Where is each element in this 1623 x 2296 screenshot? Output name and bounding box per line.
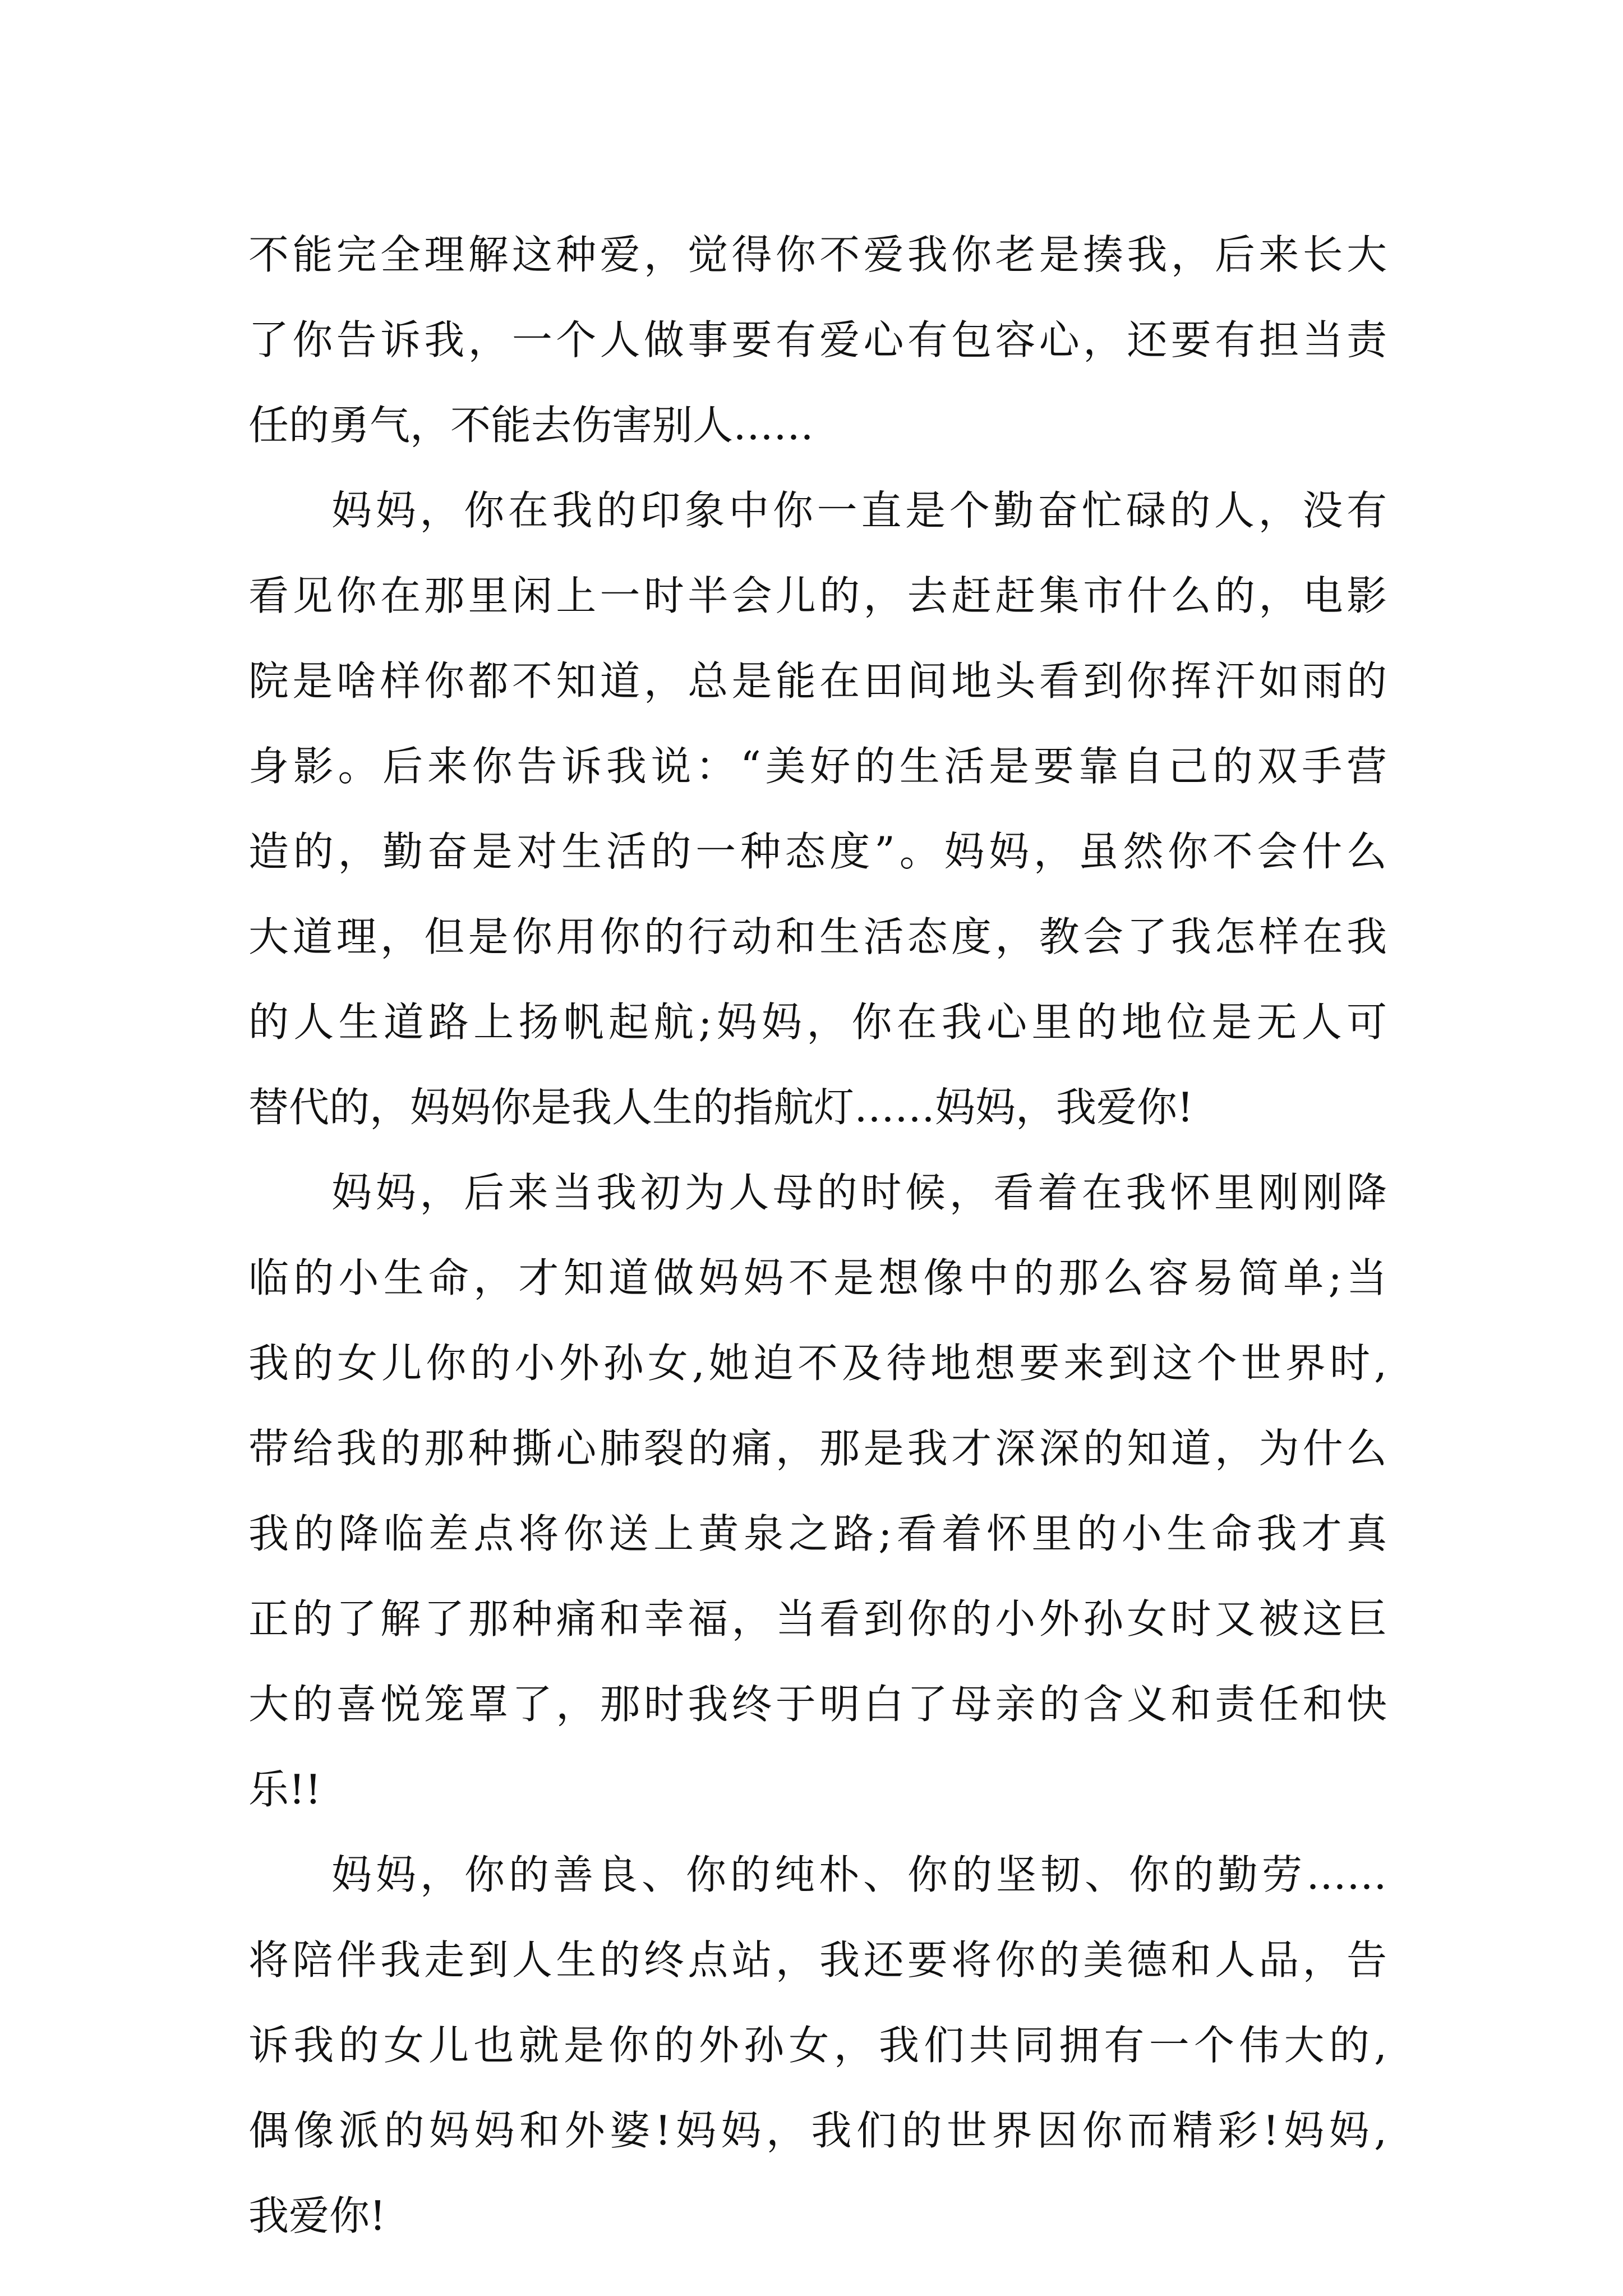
paragraph-1 — [248, 212, 1387, 468]
text-line: 正的了解了那种痛和幸福，当看到你的小外孙女时又被这巨 — [248, 1595, 1387, 1642]
text-line: 临的小生命，才知道做妈妈不是想像中的那么容易简单;当 — [248, 1254, 1387, 1301]
paragraph-4 — [248, 1832, 1387, 2258]
text-line: 替代的，妈妈你是我人生的指航灯……妈妈，我爱你! — [248, 1084, 1193, 1131]
text-line: 大道理，但是你用你的行动和生活态度，教会了我怎样在我 — [248, 913, 1387, 960]
text-line: 看见你在那里闲上一时半会儿的，去赶赶集市什么的，电影 — [248, 572, 1387, 619]
text-line: 带给我的那种撕心肺裂的痛，那是我才深深的知道，为什么 — [248, 1425, 1387, 1472]
paragraph-2 — [248, 468, 1387, 1150]
text-line: 妈妈，你的善良、你的纯朴、你的坚韧、你的勤劳…… — [331, 1851, 1387, 1898]
text-line: 诉我的女儿也就是你的外孙女，我们共同拥有一个伟大的, — [248, 2022, 1387, 2069]
document-body — [248, 212, 1387, 2258]
text-line: 我的降临差点将你送上黄泉之路;看着怀里的小生命我才真 — [248, 1510, 1387, 1557]
paragraph-3 — [248, 1150, 1387, 1832]
text-line: 造的，勤奋是对生活的一种态度”。妈妈，虽然你不会什么 — [248, 828, 1387, 875]
text-line: 任的勇气，不能去伤害别人…… — [248, 402, 814, 449]
text-line: 了你告诉我，一个人做事要有爱心有包容心，还要有担当责 — [248, 316, 1387, 364]
text-line: 将陪伴我走到人生的终点站，我还要将你的美德和人品，告 — [248, 1936, 1387, 1984]
text-line: 我爱你! — [248, 2192, 386, 2239]
text-line: 的人生道路上扬帆起航;妈妈，你在我心里的地位是无人可 — [248, 999, 1387, 1046]
text-line: 身影。后来你告诉我说：“美好的生活是要靠自己的双手营 — [248, 743, 1387, 790]
text-line: 妈妈，后来当我初为人母的时候，看着在我怀里刚刚降 — [331, 1169, 1387, 1216]
text-line: 妈妈，你在我的印象中你一直是个勤奋忙碌的人，没有 — [331, 487, 1387, 534]
text-line: 不能完全理解这种爱，觉得你不爱我你老是揍我，后来长大 — [248, 231, 1387, 278]
text-line: 我的女儿你的小外孙女,她迫不及待地想要来到这个世界时, — [248, 1340, 1387, 1387]
text-line: 乐!! — [248, 1766, 321, 1813]
text-line: 院是啥样你都不知道，总是能在田间地头看到你挥汗如雨的 — [248, 657, 1387, 705]
text-line: 大的喜悦笼罩了，那时我终于明白了母亲的含义和责任和快 — [248, 1681, 1387, 1728]
text-line: 偶像派的妈妈和外婆!妈妈，我们的世界因你而精彩!妈妈, — [248, 2107, 1387, 2154]
